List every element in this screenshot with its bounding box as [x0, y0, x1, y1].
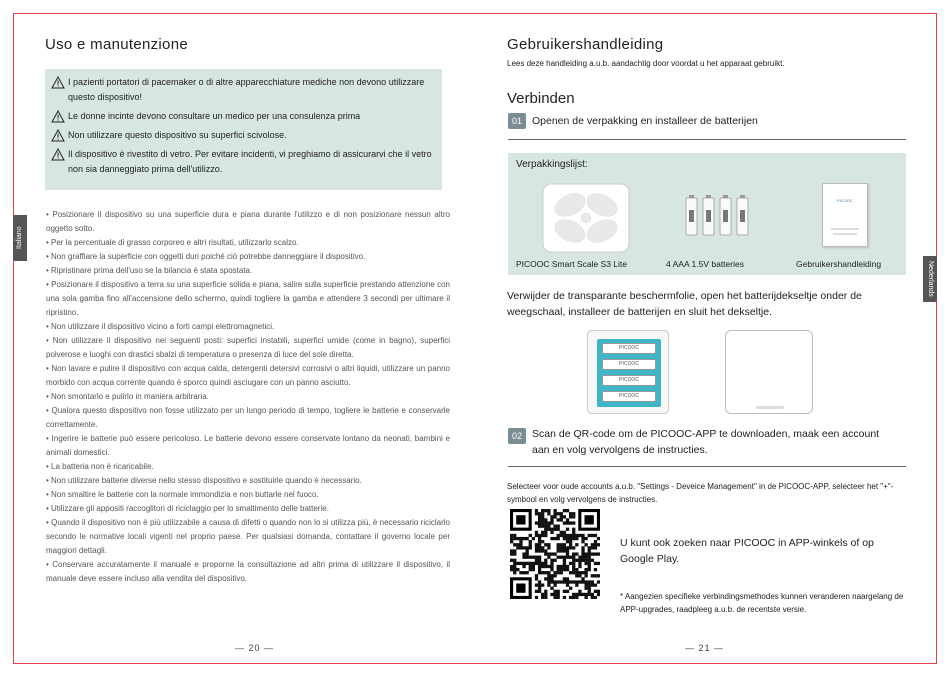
step-number-badge: 01 [508, 113, 526, 129]
footnote: * Aangezien specifieke verbindingsmethodes kunnen veranderen naargelang de APP-upgrades, raadpleeg a.u.b. de recentste versie. [620, 592, 904, 614]
warning-icon [51, 129, 65, 142]
list-item: • Non lavare e pulire il dispositivo con acqua calda, detergenti detersivi corrosivi o altri liquidi, utilizzare un panno morbido con acqua corrente quando è sporco quindi asciugare con un panno asciutto. [46, 364, 450, 387]
page-title: Gebruikershandleiding [507, 36, 664, 53]
warning-item [51, 109, 436, 124]
package-item-label: PICOOC Smart Scale S3 Lite [516, 259, 628, 269]
step-text: Openen de verpakking en installeer de batterijen [532, 115, 758, 127]
manual-cover-logo: PICOOC [837, 198, 853, 203]
list-item: • Non smontarlo e pulirlo in maniera arbitraria. [46, 392, 209, 401]
package-title: Verpakkingslijst: [516, 159, 588, 170]
language-tab-italiano: Italiano [13, 215, 27, 261]
warning-box [45, 69, 442, 190]
step-1 [508, 113, 758, 129]
battery-cover-image [725, 330, 813, 414]
warning-icon [51, 110, 65, 123]
warning-text: Il dispositivo è rivestito di vetro. Per evitare incidenti, vi preghiamo di assicurarvi che il vetro non sia danneggiato prima dell'utilizzo. [68, 149, 432, 174]
list-item: • Quando il dispositivo non è più utilizzabile a causa di difetti o quando non lo si utilizza più, è necessario riciclarlo secondo le normative locali vigenti nel proprio paese. Per qualsiasi domanda, contattare il governo locale per maggiori dettagli. [46, 518, 450, 555]
warning-item [51, 128, 436, 143]
battery-instruction: Verwijder de transparante beschermfolie, open het batterijdekseltje onder de weegschaal, installeer de batterijen en sluit het dekseltje. [507, 290, 862, 318]
warning-text: I pazienti portatori di pacemaker o di altre apparecchiature mediche non devono utilizzare questo dispositivo! [68, 77, 425, 102]
page-subtitle: Lees deze handleiding a.u.b. aandachtig door voordat u het apparaat gebruikt. [507, 59, 785, 68]
list-item: • Ripristinare prima dell'uso se la bilancia è stata spostata. [46, 266, 253, 275]
battery-cell: PICOOC [602, 375, 656, 386]
list-item: • Non utilizzare il dispositivo nei seguenti posti: superfici instabili, superfici umide (come in bagno), superfici polverose e luoghi con drastici sbalzi di temperatura o presenza di luce del sole diretta. [46, 336, 450, 359]
step-number-badge: 02 [508, 428, 526, 444]
warning-text: Non utilizzare questo dispositivo su superfici scivolose. [68, 130, 287, 140]
list-item: • Utilizzare gli appositi raccoglitori di riciclaggio per lo smaltimento delle batterie. [46, 504, 329, 513]
package-contents-panel [508, 153, 906, 275]
page-number: — 21 — [685, 643, 725, 653]
list-item: • Non graffiare la superficie con oggetti duri poiché ciò potrebbe danneggiare il dispositivo. [46, 252, 366, 261]
battery-cell: PICOOC [602, 391, 656, 402]
list-item: • Non smaltire le batterie con la normale immondizia e non buttarle nel fuoco. [46, 490, 319, 499]
list-item: • Non utilizzare batterie diverse nello stesso dispositivo e sostituirle quando è necessario. [46, 476, 362, 485]
battery-compartment-image [587, 330, 669, 414]
list-item: • Qualora questo dispositivo non fosse utilizzato per un lungo periodo di tempo, togliere le batterie e conservarle correttamente. [46, 406, 450, 429]
scale-image [542, 183, 630, 253]
step-text: Scan de QR-code om de PICOOC-APP te downloaden, maak een account aan en volg vervolgens de instructies. [532, 428, 880, 456]
package-item-label: 4 AAA 1.5V batteries [666, 259, 744, 269]
warning-item [51, 75, 436, 105]
warning-icon [51, 148, 65, 161]
warning-item [51, 147, 436, 177]
divider [508, 466, 906, 467]
qr-code-image [510, 509, 600, 599]
warning-icon [51, 76, 65, 89]
list-item: • Posizionare il dispositivo a terra su una superficie solida e piana, salire sulla superficie prestando attenzione con una sola gamba fino all'accensione dello schermo, quindi togliere la gamba e attendere 3 secondi per ultimare il ripristino. [46, 280, 450, 317]
list-item: • La batteria non è ricaricabile. [46, 462, 154, 471]
list-item: • Ingerire le batterie può essere pericoloso. Le batterie devono essere conservate lontano da neonati, bambini e animali domestici. [46, 434, 450, 457]
section-heading: Verbinden [507, 90, 575, 107]
list-item: • Posizionare il dispositivo su una superficie dura e piana durante l'utilizzo e di non posizionare nessun altro oggetto sotto. [46, 210, 450, 233]
page-title: Uso e manutenzione [45, 36, 188, 53]
language-tab-nederlands: Nederlands [923, 256, 937, 302]
list-item: • Non utilizzare il dispositivo vicino a forti campi elettromagnetici. [46, 322, 275, 331]
left-page [13, 13, 475, 664]
maintenance-list [46, 208, 450, 586]
list-item: • Conservare accuratamente il manuale e proporne la consultazione ad altri prima di utilizzare il dispositivo, il manuale deve essere incluso alla vendita del dispositivo. [46, 560, 450, 583]
accounts-note: Selecteer voor oude accounts a.u.b. "Settings - Deveice Management" in de PICOOC-APP, selecteer het "+"-symbool en volg vervolgens de instructies. [507, 482, 894, 504]
warning-text: Le donne incinte devono consultare un medico per una consulenza prima [68, 111, 361, 121]
divider [508, 139, 906, 140]
battery-cell: PICOOC [602, 359, 656, 370]
app-store-text: U kunt ook zoeken naar PICOOC in APP-winkels of op Google Play. [620, 537, 874, 565]
manual-image [822, 183, 868, 247]
package-item-label: Gebruikershandleiding [796, 259, 882, 269]
step-2 [508, 426, 882, 458]
batteries-image [684, 195, 750, 237]
battery-cell: PICOOC [602, 343, 656, 354]
right-page [475, 13, 937, 664]
list-item: • Per la percentuale di grasso corporeo e altri risultati, utilizzarlo scalzo. [46, 238, 299, 247]
page-number: — 20 — [235, 643, 275, 653]
